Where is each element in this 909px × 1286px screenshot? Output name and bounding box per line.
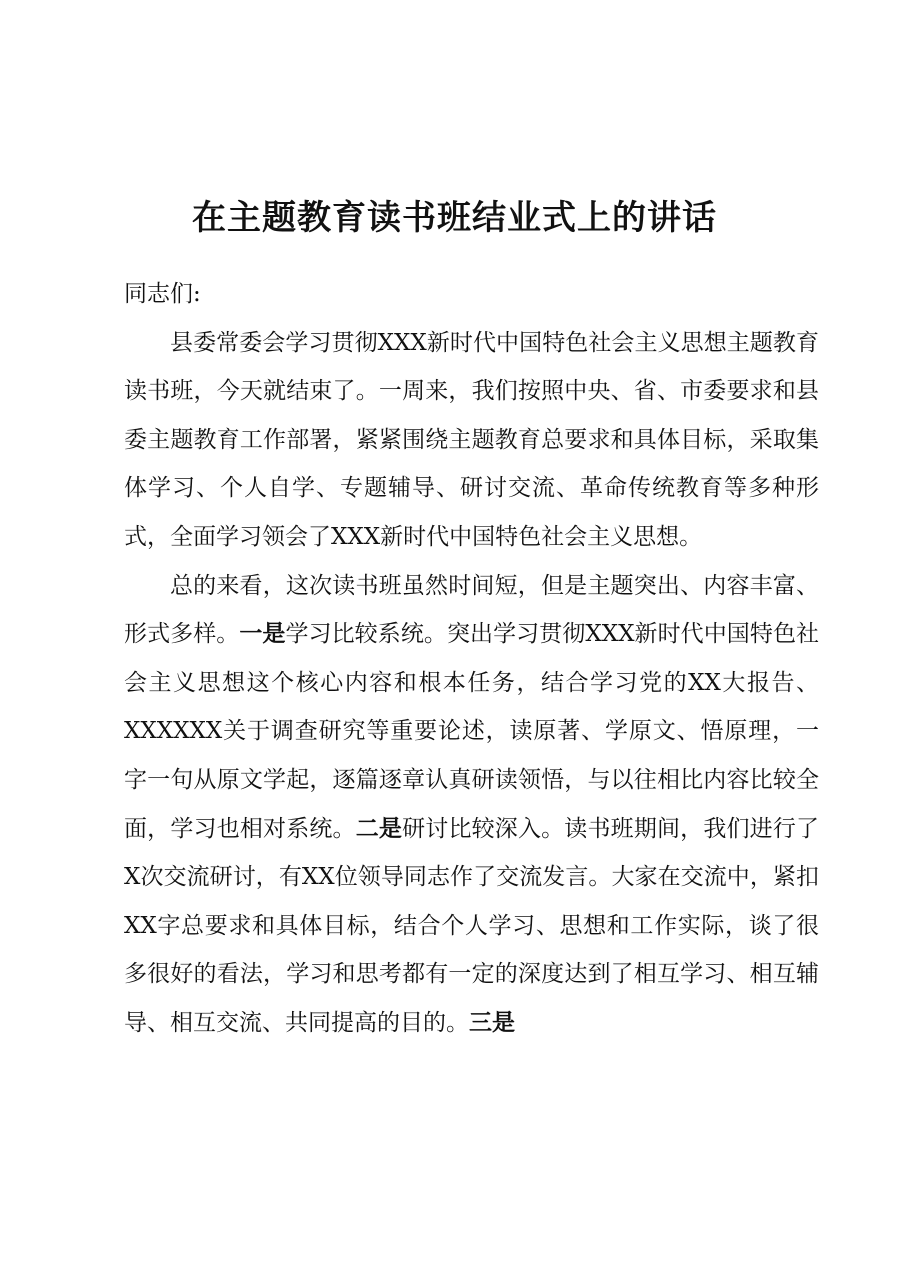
document-title: 在主题教育读书班结业式上的讲话 <box>192 198 717 238</box>
salutation: 同志们: <box>124 281 201 307</box>
point-3-label: 三是 <box>469 1008 515 1036</box>
point-1-label: 一是 <box>239 620 286 648</box>
document-body <box>124 270 819 1048</box>
paragraph-2-intro: 总的来看，这次读书班虽然时间短，但是主题突出、内容丰富、形式多样。 <box>124 572 819 648</box>
point-2-text: 研讨比较深入。读书班期间，我们进行了X次交流研讨，有XX位领导同志作了交流发言。大家在交流中，紧扣XX字总要求和具体目标，结合个人学习、思想和工作实际，谈了很多很好的看法，学习和思考都有一定的深度达到了相互学习、相互辅导、相互交流、共同提高的目的。 <box>124 815 820 1036</box>
point-1-text: 学习比较系统。突出学习贯彻XXX新时代中国特色社会主义思想这个核心内容和根本任务，结合学习党的XX大报告、XXXXXX关于调查研究等重要论述，读原著、学原文、悟原理，一字一句从原文学起，逐篇逐章认真研读领悟，与以往相比内容比较全面，学习也相对系统。 <box>124 621 820 842</box>
paragraph-1: 县委常委会学习贯彻XXX新时代中国特色社会主义思想主题教育读书班，今天就结束了。一周来，我们按照中央、省、市委要求和县委主题教育工作部署，紧紧围绕主题教育总要求和具体目标，采取集体学习、个人自学、专题辅导、研讨交流、革命传统教育等多种形式，全面学习领会了XXX新时代中国特色社会主义思想。 <box>124 329 819 550</box>
paragraph-2 <box>124 562 819 1048</box>
point-2-label: 二是 <box>355 814 403 842</box>
